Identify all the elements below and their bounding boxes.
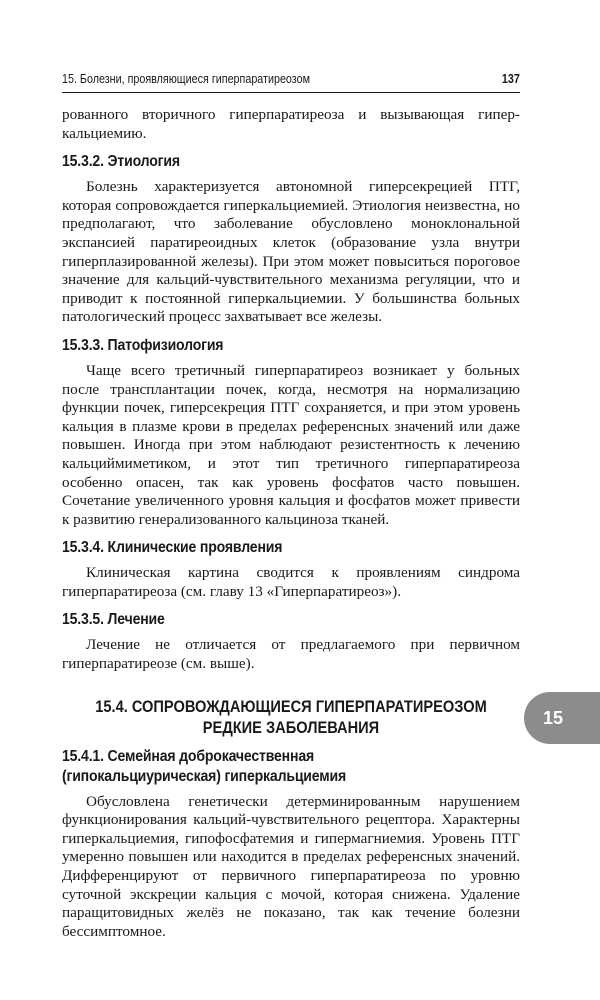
major-heading-line1: 15.4. СОПРОВОЖДАЮЩИЕСЯ ГИПЕРПАРАТИРЕОЗОМ <box>95 696 487 716</box>
heading-pathophysiology: 15.3.3. Патофизиология <box>62 336 224 354</box>
heading-clinical: 15.3.4. Клинические проявления <box>62 539 283 557</box>
page-body <box>62 106 520 941</box>
paragraph-pathophysiology: Чаще всего третичный гиперпаратиреоз возникает у больных после трансплантации почек, когда, несмотря на нормализацию функции почек, гиперсекреция ПТГ сохраняется, и при этом уровень кальция в плазме крови в пределах референсных значений или даже повышен. Иногда при этом наблюдают резистентность к лечению кальциймиметиком, и этот тип третичного гиперпаратиреоза особенно опасен, так как уровень фосфатов часто повышен. Сочетание увеличенного уровня кальция и фосфатов может привести к развитию генерализованного кальциноза тканей. <box>62 361 520 528</box>
paragraph-clinical: Клиническая картина сводится к проявлениям синдрома гиперпаратиреоза (см. главу 13 «Гиперпаратиреоз»). <box>62 564 520 600</box>
subsection-heading-line2: (гипокальциурическая) гиперкальциемия <box>62 767 347 785</box>
running-title: 15. Болезни, проявляющиеся гиперпаратиреозом <box>62 72 310 86</box>
heading-etiology: 15.3.2. Этиология <box>62 153 180 171</box>
major-heading-line2: РЕДКИЕ ЗАБОЛЕВАНИЯ <box>202 717 380 737</box>
subsection-heading-line1: 15.4.1. Семейная доброкачественная <box>62 747 315 765</box>
paragraph-treatment: Лечение не отличается от предлагаемого при первичном гиперпаратиреозе (см. выше). <box>62 636 520 673</box>
continued-paragraph: рованного вторичного гиперпаратиреоза и вызывающая гипер-кальциемию. <box>62 106 520 142</box>
heading-treatment: 15.3.5. Лечение <box>62 611 165 629</box>
paragraph-etiology: Болезнь характеризуется автономной гиперсекрецией ПТГ, которая сопровождается гиперкальциемией. Этиология неизвестна, но предполагают, что заболевание обусловлено моноклональной экспансией паратиреоидных клеток (образование узла внутри гиперплазированной железы). При этом может повыситься пороговое значение для кальций-чувствительного механизма регуляции, что и приводит к постоянной гиперкальциемии. У большинства больных патологический процесс захватывает все железы. <box>62 178 520 326</box>
subsection-heading <box>62 747 521 787</box>
major-section-heading <box>94 696 488 738</box>
chapter-tab: 15 <box>524 692 600 744</box>
page-number: 137 <box>502 72 520 86</box>
running-header <box>62 62 520 93</box>
paragraph-familial-hypercalcemia: Обусловлена генетически детерминированным нарушением функционирования кальций-чувствительного рецептора. Характерны гиперкальциемия, гипофосфатемия и гипермагниемия. Уровень ПТГ умеренно повышен или находится в пределах референсных значений. Дифференцируют от первичного гиперпаратиреоза по уровню суточной экскреции кальция с мочой, которая снижена. Удаление паращитовидных желёз не показано, так как течение болезни бессимптомное. <box>62 792 520 940</box>
